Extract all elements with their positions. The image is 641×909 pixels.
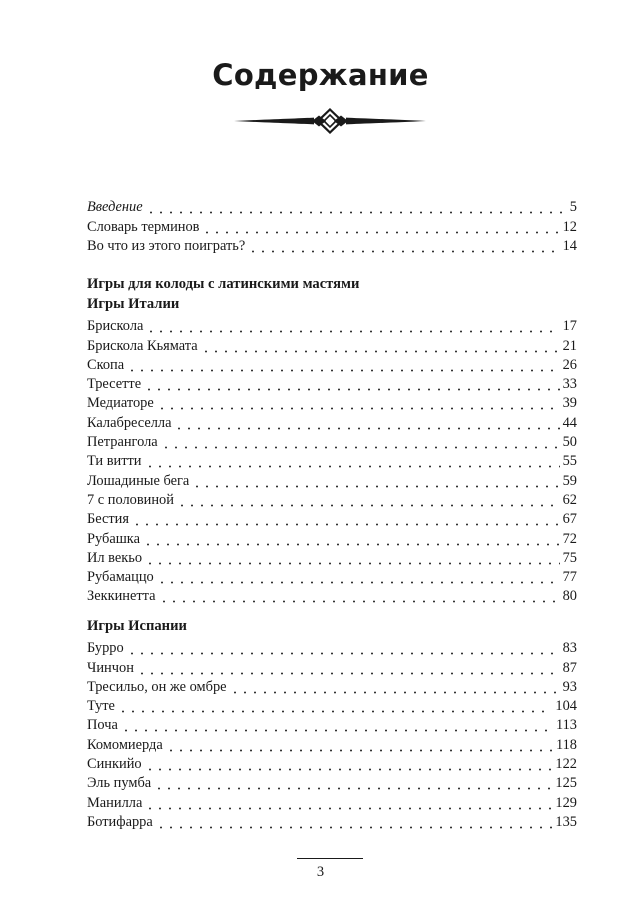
toc-entry-intro[interactable] [87, 198, 577, 217]
toc-entry-page: 21 [562, 337, 577, 354]
toc-entry-label: Манилла [87, 794, 143, 811]
dot-leader [161, 436, 560, 449]
toc-entry[interactable] [87, 317, 577, 336]
dot-leader [157, 397, 560, 410]
toc-entry[interactable] [87, 433, 577, 452]
toc-entry-label: Эль пумба [87, 775, 152, 792]
subsection-heading-spain: Игры Испании [87, 618, 187, 634]
toc-entry-label: Бурро [87, 640, 124, 657]
dot-leader [177, 494, 560, 507]
dot-leader [127, 642, 560, 655]
subsection-heading-italy: Игры Италии [87, 296, 180, 312]
toc-entry-page: 113 [555, 717, 577, 734]
toc-entry[interactable] [87, 568, 577, 587]
toc-entry[interactable] [87, 394, 577, 413]
ornament-divider-icon [232, 108, 428, 134]
toc-entry-page: 50 [562, 434, 577, 451]
toc-entry-label: Поча [87, 717, 118, 734]
toc-entry-page: 17 [562, 318, 577, 335]
toc-entry[interactable] [87, 529, 577, 548]
dot-leader [157, 571, 560, 584]
toc-entry[interactable] [87, 491, 577, 510]
toc-entry-label: Петранголa [87, 434, 158, 451]
toc-entry-page: 129 [555, 794, 577, 811]
toc-entry-page: 12 [562, 218, 577, 235]
dot-leader [137, 662, 560, 675]
toc-list-italy [87, 317, 577, 606]
dot-leader [127, 359, 559, 372]
dot-leader [230, 681, 560, 694]
toc-entry-page: 67 [562, 511, 577, 528]
toc-entry-label: Калабреселла [87, 414, 172, 431]
footer-rule [297, 858, 363, 859]
section-heading: Игры для колоды с латинскими мастями [87, 276, 360, 292]
toc-entry-page: 93 [562, 678, 577, 695]
toc-entry[interactable] [87, 678, 577, 697]
dot-leader [154, 777, 552, 790]
toc-entry-label: Тресетте [87, 376, 142, 393]
page-number: 3 [316, 864, 325, 880]
toc-entry-label: Тресильо, он же омбре [87, 678, 227, 695]
dot-leader [118, 700, 552, 713]
toc-entry-page: 104 [555, 698, 577, 715]
toc-entry[interactable] [87, 658, 577, 677]
toc-entry-page: 39 [562, 395, 577, 412]
toc-entry[interactable] [87, 549, 577, 568]
dot-leader [145, 552, 560, 565]
dot-leader [248, 240, 559, 253]
toc-entry[interactable] [87, 471, 577, 490]
toc-entry-label: 7 с половиной [87, 491, 174, 508]
toc-entry[interactable] [87, 755, 577, 774]
toc-entry-label: Скопа [87, 356, 125, 373]
toc-entry-page: 75 [562, 549, 577, 566]
toc-entry-label: Лошадиные бега [87, 472, 190, 489]
dot-leader [145, 455, 560, 468]
toc-entry-label: Рубамаццо [87, 569, 154, 586]
toc-entry-page: 118 [555, 736, 577, 753]
toc-entry[interactable] [87, 639, 577, 658]
dot-leader [143, 533, 560, 546]
toc-entry-label: Синкийо [87, 756, 142, 773]
dot-leader [156, 816, 553, 829]
dot-leader [144, 378, 560, 391]
toc-entry-page: 62 [562, 491, 577, 508]
toc-entry-page: 80 [562, 588, 577, 605]
toc-entry[interactable] [87, 356, 577, 375]
toc-entry[interactable] [87, 697, 577, 716]
dot-leader [192, 475, 559, 488]
dot-leader [201, 340, 560, 353]
toc-entry[interactable] [87, 510, 577, 529]
dot-leader [121, 719, 553, 732]
toc-entry-page: 83 [562, 640, 577, 657]
toc-entry-page: 33 [562, 376, 577, 393]
toc-entry-page: 14 [562, 237, 577, 254]
toc-entry-page: 77 [562, 569, 577, 586]
dot-leader [146, 201, 564, 214]
toc-entry-page: 44 [562, 414, 577, 431]
toc-entry[interactable] [87, 716, 577, 735]
toc-entry-page: 125 [555, 775, 577, 792]
toc-entry[interactable] [87, 452, 577, 471]
toc-entry-page: 26 [562, 356, 577, 373]
toc-entry[interactable] [87, 587, 577, 606]
page-title: Содержание [212, 58, 429, 92]
dot-leader [132, 513, 560, 526]
toc-entry-label: Введение [87, 199, 143, 216]
toc-entry-glossary[interactable] [87, 217, 577, 236]
toc-entry[interactable] [87, 793, 577, 812]
toc-entry-page: 5 [569, 199, 577, 216]
toc-intro [87, 198, 577, 256]
dot-leader [166, 739, 553, 752]
toc-entry[interactable] [87, 774, 577, 793]
dot-leader [174, 417, 559, 430]
toc-entry-page: 87 [562, 659, 577, 676]
dot-leader [145, 797, 552, 810]
toc-entry-label: Во что из этого поиграть? [87, 237, 246, 254]
toc-entry-label: Рубашка [87, 530, 140, 547]
toc-entry-what-to-play[interactable] [87, 237, 577, 256]
toc-entry-label: Комомиерда [87, 736, 163, 753]
toc-entry[interactable] [87, 375, 577, 394]
toc-entry-page: 72 [562, 530, 577, 547]
toc-entry-page: 122 [555, 756, 577, 773]
dot-leader [159, 590, 560, 603]
toc-entry-label: Ботифарра [87, 813, 153, 830]
dot-leader [202, 221, 559, 234]
toc-entry-label: Медиаторе [87, 395, 154, 412]
toc-entry-label: Зеккинетта [87, 588, 156, 605]
toc-entry[interactable] [87, 336, 577, 355]
toc-entry-page: 135 [555, 813, 577, 830]
toc-entry[interactable] [87, 813, 577, 832]
toc-entry-label: Брискола Кьямата [87, 337, 198, 354]
toc-entry[interactable] [87, 413, 577, 432]
toc-entry-label: Словарь терминов [87, 218, 200, 235]
toc-entry-label: Бестия [87, 511, 130, 528]
toc-entry-label: Туте [87, 698, 115, 715]
toc-section-spain [87, 616, 577, 832]
toc-entry-label: Чинчон [87, 659, 134, 676]
toc-entry-page: 55 [562, 453, 577, 470]
toc-entry-label: Ти витти [87, 453, 142, 470]
dot-leader [145, 758, 553, 771]
toc-list-spain [87, 639, 577, 832]
toc-entry-label: Брискола [87, 318, 144, 335]
toc-entry[interactable] [87, 735, 577, 754]
toc-entry-label: Ил векьо [87, 549, 143, 566]
toc-section-latin [87, 274, 577, 606]
toc-entry-page: 59 [562, 472, 577, 489]
dot-leader [146, 320, 559, 333]
